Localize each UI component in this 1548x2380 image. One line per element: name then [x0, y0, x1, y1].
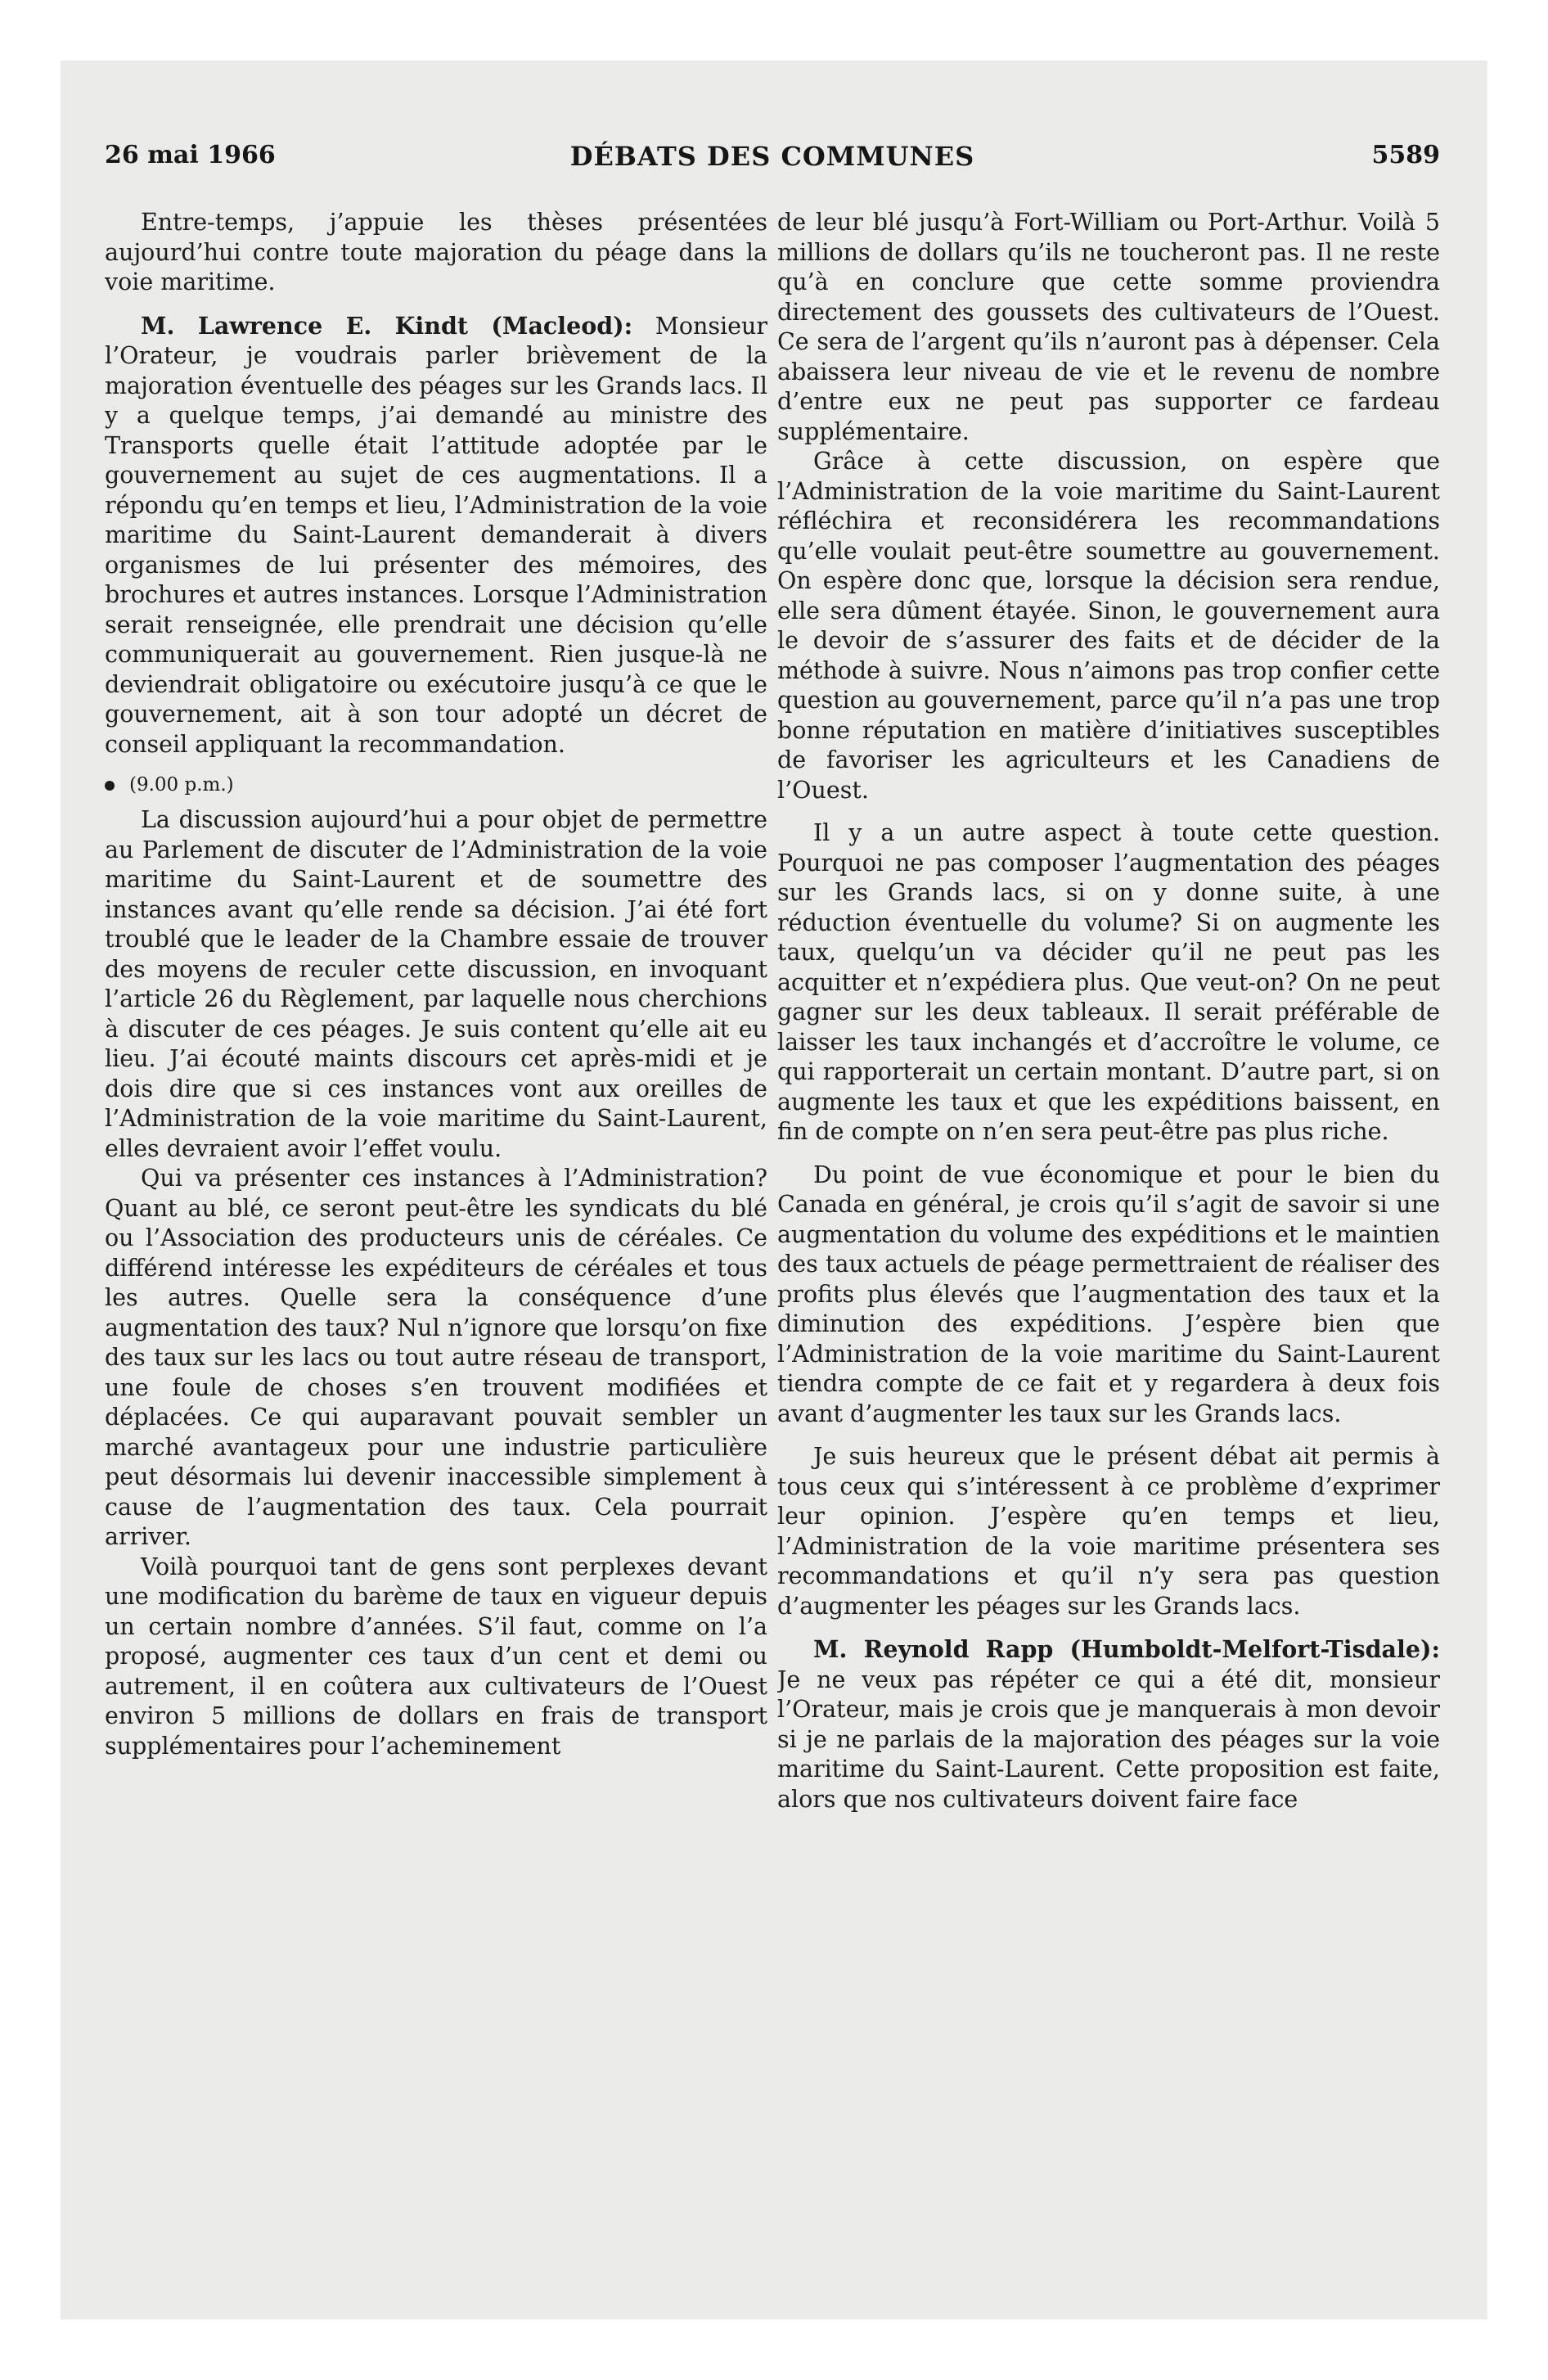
right-column — [777, 208, 1440, 2238]
paragraph: Voilà pourquoi tant de gens sont perplexes devant une modification du barème de taux en vigueur depuis un certain nombre d’années. S’il faut, comme on l’a proposé, augmenter ces taux d’un cent et demi ou autrement, il en coûtera aux cultivateurs de l’Ouest environ 5 millions de dollars en frais de transport supplémentaires pour l’acheminement — [105, 1553, 767, 1760]
header-title: DÉBATS DES COMMUNES — [569, 141, 975, 172]
speech-paragraph — [777, 1634, 1440, 1814]
speech-text: Monsieur l’Orateur, je voudrais parler brièvement de la majoration éventuelle des péages sur les Grands lacs. Il y a quelque temps, j’ai demandé au ministre des Transports quelle était l’attitude adoptée par le gouvernement au sujet de ces augmentations. Il a répondu qu’en temps et lieu, l’Administration de la voie maritime du Saint-Laurent demanderait à divers organismes de lui présenter des mémoires, des brochures et autres instances. Lorsque l’Administration serait renseignée, elle prendrait une décision qu’elle communiquerait au gouvernement. Rien jusque-là ne deviendrait obligatoire ou exécutoire jusqu’à ce que le gouvernement, ait à son tour adopté un décret de conseil appliquant la recommandation. — [105, 312, 767, 758]
page-header — [105, 141, 1440, 182]
speech-text: Je ne veux pas répéter ce qui a été dit, monsieur l’Orateur, mais je crois que je manquerais à mon devoir si je ne parlais de la majoration des péages sur la voie maritime du Saint-Laurent. Cette proposition est faite, alors que nos cultivateurs doivent faire face — [777, 1666, 1440, 1813]
speaker-name: M. Reynold Rapp (Humboldt-Melfort-Tisdale): — [813, 1635, 1440, 1663]
time-text: (9.00 p.m.) — [129, 774, 234, 796]
paragraph: Entre-temps, j’appuie les thèses présentées aujourd’hui contre toute majoration du péage dans la voie maritime. — [105, 209, 767, 295]
time-stamp — [105, 773, 767, 797]
page-number: 5589 — [1371, 141, 1440, 169]
speaker-name: M. Lawrence E. Kindt (Macleod): — [141, 311, 633, 340]
paragraph: Grâce à cette discussion, on espère que l’Administration de la voie maritime du Saint-Laurent réfléchira et reconsidérera les recommandations qu’elle voulait peut-être soumettre au gouvernement. On espère donc que, lorsque la décision sera rendue, elle sera dûment étayée. Sinon, le gouvernement aura le devoir de s’assurer des faits et de décider de la méthode à suivre. Nous n’aimons pas trop confier cette question au gouvernement, parce qu’il n’a pas une trop bonne réputation en matière d’initiatives susceptibles de favoriser les agriculteurs et les Canadiens de l’Ouest. — [777, 448, 1440, 804]
paragraph: Qui va présenter ces instances à l’Administration? Quant au blé, ce seront peut-être les syndicats du blé ou l’Association des producteurs unis de céréales. Ce différend intéresse les expéditeurs de céréales et tous les autres. Quelle sera la conséquence d’une augmentation des taux? Nul n’ignore que lorsqu’on fixe des taux sur les lacs ou tout autre réseau de transport, une foule de choses s’en trouvent modifiées et déplacées. Ce qui auparavant pouvait sembler un marché avantageux pour une industrie particulière peut désormais lui devenir inaccessible simplement à cause de l’augmentation des taux. Cela pourrait arriver. — [105, 1165, 767, 1550]
header-date: 26 mai 1966 — [105, 141, 276, 169]
left-column — [105, 208, 767, 2238]
paragraph: Du point de vue économique et pour le bien du Canada en général, je crois qu’il s’agit de savoir si une augmentation du volume des expéditions et le maintien des taux actuels de péage permettraient de réaliser des profits plus élevés que l’augmentation des taux et la diminution des expéditions. J’espère bien que l’Administration de la voie maritime du Saint-Laurent tiendra compte de ce fait et y regardera à deux fois avant d’augmenter les taux sur les Grands lacs. — [777, 1161, 1440, 1427]
paragraph: de leur blé jusqu’à Fort-William ou Port-Arthur. Voilà 5 millions de dollars qu’ils ne toucheront pas. Il ne reste qu’à en conclure que cette somme proviendra directement des goussets des cultivateurs de l’Ouest. Ce sera de l’argent qu’ils n’auront pas à dépenser. Cela abaissera leur niveau de vie et le revenu de nombre d’entre eux ne peut pas supporter ce fardeau supplémentaire. — [777, 209, 1440, 445]
page-sheet — [61, 61, 1487, 2319]
speech-paragraph — [105, 311, 767, 760]
bullet-icon — [105, 781, 115, 791]
paragraph: Il y a un autre aspect à toute cette question. Pourquoi ne pas composer l’augmentation des péages sur les Grands lacs, si on y donne suite, à une réduction éventuelle du volume? Si on augmente les taux, quelqu’un va décider qu’il ne peut pas les acquitter et n’expédiera plus. Que veut-on? On ne peut gagner sur les deux tableaux. Il serait préférable de laisser les taux inchangés et d’accroître le volume, ce qui rapporterait un certain montant. D’autre part, si on augmente les taux et que les expéditions baissent, en fin de compte on n’en sera peut-être pas plus riche. — [777, 819, 1440, 1145]
paragraph: La discussion aujourd’hui a pour objet de permettre au Parlement de discuter de l’Administration de la voie maritime du Saint-Laurent et de soumettre des instances avant qu’elle rende sa décision. J’ai été fort troublé que le leader de la Chambre essaie de trouver des moyens de reculer cette discussion, en invoquant l’article 26 du Règlement, par laquelle nous cherchions à discuter de ces péages. Je suis content qu’elle ait eu lieu. J’ai écouté maints discours cet après-midi et je dois dire que si ces instances vont aux oreilles de l’Administration de la voie maritime du Saint-Laurent, elles devraient avoir l’effet voulu. — [105, 806, 767, 1162]
paragraph: Je suis heureux que le présent débat ait permis à tous ceux qui s’intéressent à ce problème d’exprimer leur opinion. J’espère qu’en temps et lieu, l’Administration de la voie maritime présentera ses recommandations et qu’il n’y sera pas question d’augmenter les péages sur les Grands lacs. — [777, 1443, 1440, 1620]
